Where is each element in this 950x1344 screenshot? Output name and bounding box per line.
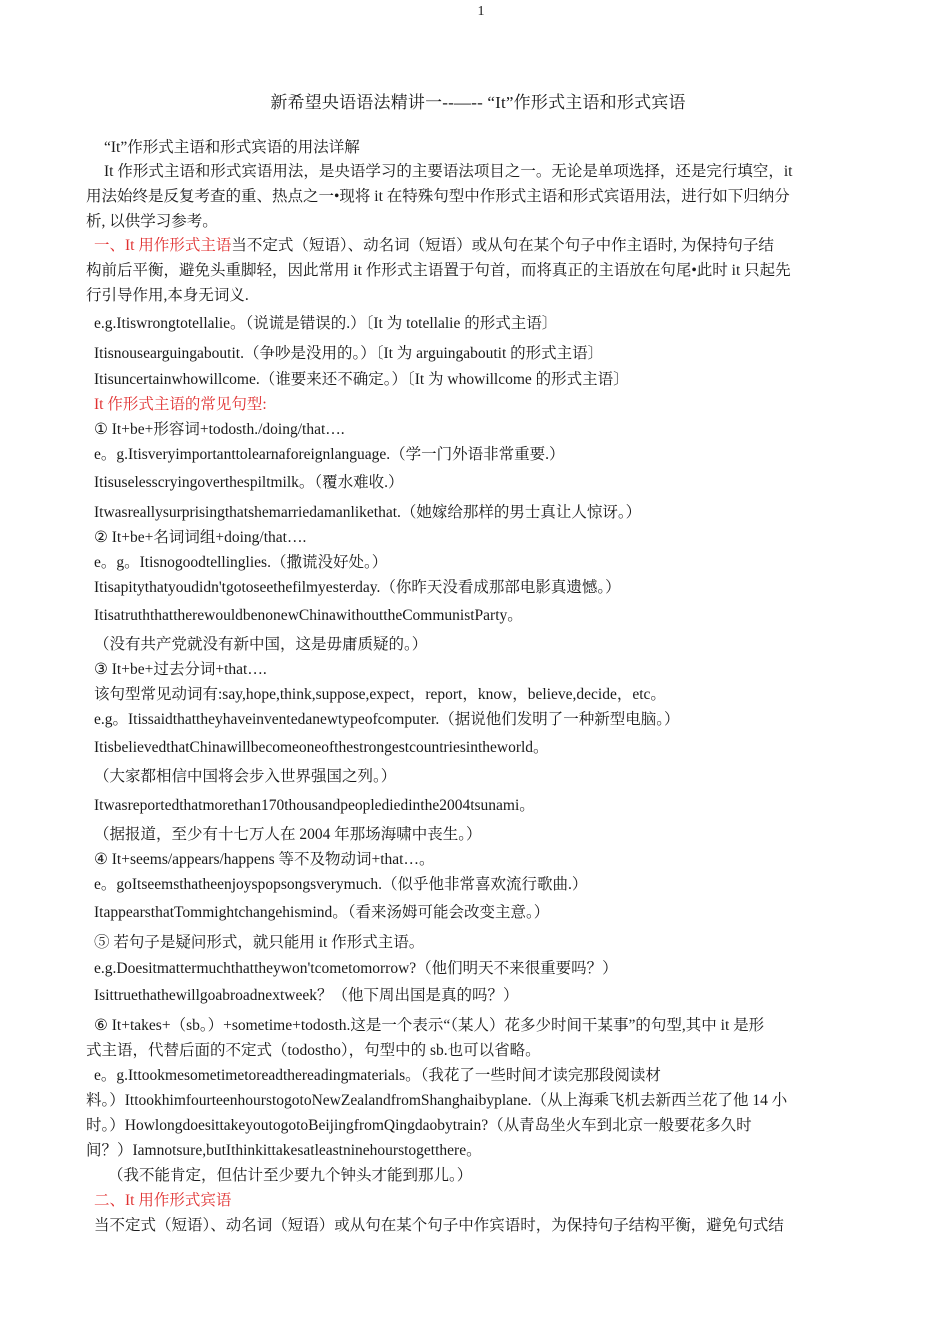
pattern-example: e。g。Itisnogoodtellinglies.（撒谎没好处。） — [94, 554, 388, 571]
intro-line: 析, 以供学习参考。 — [86, 213, 218, 230]
section2-heading: 二、It 用作形式宾语 — [94, 1192, 232, 1209]
pattern-example: e。g.Itisveryimportanttolearnaforeignlanguage.（学一门外语非常重要.） — [94, 446, 565, 463]
intro-line: It 作形式主语和形式宾语用法，是央语学习的主要语法项目之一。无论是单项选择，还是完行填空，it — [104, 163, 793, 180]
pattern-example: ItappearsthatTommightchangehismind。（看来汤姆可能会改变主意。） — [94, 904, 550, 921]
pattern-example: （大家都相信中国将会步入世界强国之列。） — [94, 768, 397, 785]
pattern-example: Itisapitythatyoudidn'tgotoseethefilmyesterday.（你昨天没看成那部电影真遗憾。） — [94, 579, 621, 596]
pattern-example: e.g.Doesitmattermuchthattheywon'tcometomorrow?（他们明天不来很重要吗？） — [94, 960, 618, 977]
pattern-example: 料。）IttookhimfourteenhourstogotoNewZealandfromShanghaibyplane.（从上海乘飞机去新西兰花了他 14 小 — [86, 1092, 788, 1109]
pattern-example: Itisuselesscryingoverthespiltmilk。（覆水难收.） — [94, 474, 404, 491]
page-number: 1 — [477, 4, 485, 19]
pattern-example: e。g.Ittookmesometimetoreadthereadingmaterials。（我花了一些时间才读完那段阅读材 — [94, 1067, 661, 1084]
example-line: e.g.Itiswrongtotellalie。（说谎是错误的.）〔It 为 totellalie 的形式主语〕 — [94, 315, 558, 332]
intro-subtitle: “It”作形式主语和形式宾语的用法详解 — [104, 139, 360, 156]
pattern-example: 间？）Iamnotsure,butIthinkittakesatleastninehourstogetthere。 — [86, 1142, 482, 1159]
intro-line: 用法始终是反复考查的重、热点之一•现将 it 在特殊句型中作形式主语和形式宾语用法，进行如下归纳分 — [86, 188, 790, 205]
pattern-example: Itwasreportedthatmorethan170thousandpeoplediedinthe2004tsunami。 — [94, 797, 535, 814]
pattern-example: e.g。Itissaidthattheyhaveinventedanewtypeofcomputer.（据说他们发明了一种新型电脑。） — [94, 711, 680, 728]
pattern-example: （据报道，至少有十七万人在 2004 年那场海啸中丧生。） — [94, 826, 482, 843]
pattern-example: Itwasreallysurprisingthatshemarriedamanlikethat.（她嫁给那样的男士真让人惊讶。） — [94, 504, 642, 521]
section1-heading-rest: 当不定式（短语）、动名词（短语）或从句在某个句子中作主语时, 为保持句子结 — [231, 237, 774, 254]
pattern-6: ⑥ It+takes+（sb。）+sometime+todosth.这是一个表示“（某人）花多少时间干某事”的句型,其中 it 是形 — [94, 1017, 765, 1034]
section1-heading: 一、It 用作形式主语 — [94, 237, 232, 254]
section1-heading-line — [94, 236, 774, 256]
pattern-example: （没有共产党就没有新中国，这是毋庸质疑的。） — [94, 636, 428, 653]
pattern-5: ⑤ 若句子是疑问形式，就只能用 it 作形式主语。 — [94, 934, 425, 951]
pattern-example: e。goItseemsthatheenjoyspopsongsverymuch.（似乎他非常喜欢流行歌曲.） — [94, 876, 588, 893]
patterns-heading: It 作形式主语的常见句型: — [94, 396, 267, 413]
pattern-6-cont: 式主语，代替后面的不定式（todostho），句型中的 sb.也可以省略。 — [86, 1042, 541, 1059]
section1-line: 构前后平衡，避免头重脚轻，因此常用 it 作形式主语置于句首，而将真正的主语放在句尾•此时 it 只起先 — [86, 262, 791, 279]
pattern-example: ItisatruththattherewouldbenonewChinawithouttheCommunistParty。 — [94, 607, 523, 624]
section2-line: 当不定式（短语）、动名词（短语）或从句在某个句子中作宾语时，为保持句子结构平衡，避免句式结 — [94, 1217, 784, 1234]
pattern-3: ③ It+be+过去分词+that…. — [94, 661, 267, 678]
pattern-2: ② It+be+名词词组+doing/that…. — [94, 529, 307, 546]
pattern-example: 时。）HowlongdoesittakeyoutogotoBeijingfromQingdaobytrain?（从青岛坐火车到北京一般要花多久时 — [86, 1117, 752, 1134]
example-line: Itisnousearguingaboutit.（争吵是没用的。）〔It 为 arguingaboutit 的形式主语〕 — [94, 345, 604, 362]
pattern-example: ItisbelievedthatChinawillbecomeoneofthestrongestcountriesintheworld。 — [94, 739, 549, 756]
pattern-1: ① It+be+形容词+todosth./doing/that…. — [94, 421, 345, 438]
pattern-example: Isittruethathewillgoabroadnextweek？（他下周出国是真的吗？） — [94, 987, 519, 1004]
pattern-example: （我不能肯定，但估计至少要九个钟头才能到那儿。） — [108, 1167, 473, 1184]
pattern-4: ④ It+seems/appears/happens 等不及物动词+that…。 — [94, 851, 435, 868]
document-title: 新希望央语语法精讲一--—-- “It”作形式主语和形式宾语 — [270, 93, 686, 112]
pattern-example: 该句型常见动词有:say,hope,think,suppose,expect，report，know，believe,decide，etc。 — [94, 686, 666, 703]
example-line: Itisuncertainwhowillcome.（谁要来还不确定。）〔It 为 whowillcome 的形式主语〕 — [94, 371, 629, 388]
section1-line: 行引导作用,本身无词义. — [86, 287, 249, 304]
